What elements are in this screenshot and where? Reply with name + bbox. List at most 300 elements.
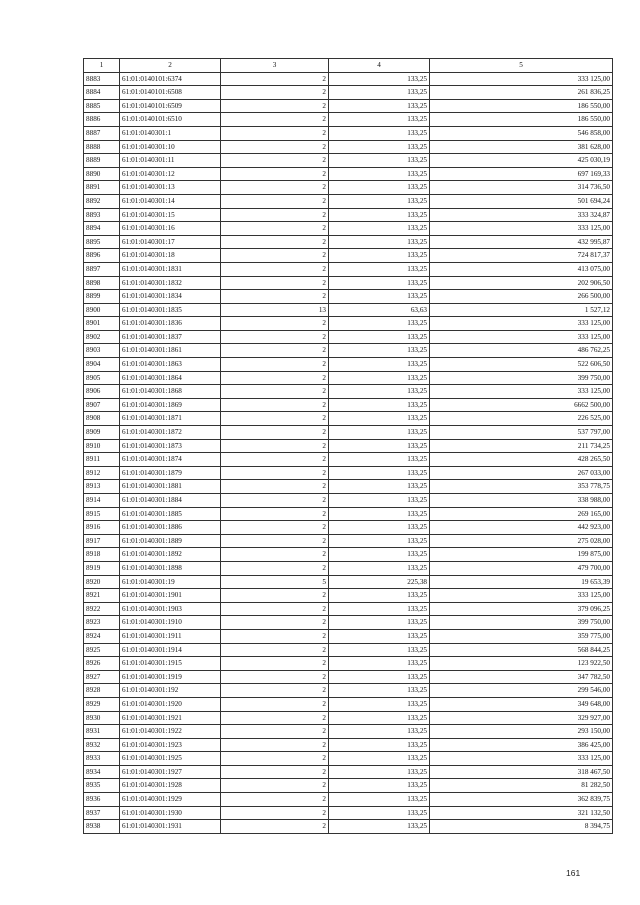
table-row <box>84 806 613 820</box>
table-cell: 133,25 <box>329 371 430 385</box>
table-row <box>84 629 613 643</box>
table-cell: 133,25 <box>329 657 430 671</box>
table-cell: 8891 <box>84 181 120 195</box>
table-cell: 61:01:0140301:1884 <box>120 494 221 508</box>
table-cell: 61:01:0140101:6509 <box>120 99 221 113</box>
table-cell: 8914 <box>84 494 120 508</box>
table-cell: 2 <box>221 317 329 331</box>
table-cell: 8924 <box>84 629 120 643</box>
table-cell: 186 550,00 <box>430 113 613 127</box>
column-header-2: 2 <box>120 59 221 73</box>
table-cell: 2 <box>221 697 329 711</box>
table-cell: 61:01:0140301:19 <box>120 575 221 589</box>
table-cell: 2 <box>221 616 329 630</box>
table-cell: 61:01:0140301:1881 <box>120 480 221 494</box>
table-row <box>84 480 613 494</box>
table-row <box>84 344 613 358</box>
table-cell: 8919 <box>84 561 120 575</box>
table-cell: 61:01:0140301:1898 <box>120 561 221 575</box>
table-cell: 546 858,00 <box>430 126 613 140</box>
table-cell: 8897 <box>84 262 120 276</box>
table-cell: 61:01:0140301:1869 <box>120 398 221 412</box>
table-cell: 61:01:0140301:17 <box>120 235 221 249</box>
table-row <box>84 507 613 521</box>
table-cell: 133,25 <box>329 262 430 276</box>
table-cell: 133,25 <box>329 344 430 358</box>
table-cell: 133,25 <box>329 453 430 467</box>
table-cell: 133,25 <box>329 290 430 304</box>
table-row <box>84 534 613 548</box>
table-cell: 2 <box>221 398 329 412</box>
table-cell: 299 546,00 <box>430 684 613 698</box>
table-cell: 362 839,75 <box>430 793 613 807</box>
table-row <box>84 602 613 616</box>
table-cell: 8883 <box>84 72 120 86</box>
table-cell: 8937 <box>84 806 120 820</box>
table-cell: 133,25 <box>329 793 430 807</box>
table-cell: 61:01:0140301:10 <box>120 140 221 154</box>
table-cell: 133,25 <box>329 385 430 399</box>
table-cell: 61:01:0140301:1 <box>120 126 221 140</box>
table-cell: 61:01:0140301:1835 <box>120 303 221 317</box>
table-cell: 8922 <box>84 602 120 616</box>
table-cell: 8893 <box>84 208 120 222</box>
table-cell: 225,38 <box>329 575 430 589</box>
table-cell: 61:01:0140101:6508 <box>120 86 221 100</box>
table-cell: 133,25 <box>329 222 430 236</box>
table-row <box>84 371 613 385</box>
table-cell: 133,25 <box>329 494 430 508</box>
table-cell: 133,25 <box>329 126 430 140</box>
table-cell: 133,25 <box>329 629 430 643</box>
table-row <box>84 670 613 684</box>
table-row <box>84 249 613 263</box>
table-cell: 133,25 <box>329 548 430 562</box>
table-cell: 61:01:0140301:1931 <box>120 820 221 834</box>
table-cell: 61:01:0140301:192 <box>120 684 221 698</box>
table-cell: 61:01:0140301:1914 <box>120 643 221 657</box>
table-cell: 333 125,00 <box>430 317 613 331</box>
table-cell: 133,25 <box>329 589 430 603</box>
table-cell: 2 <box>221 453 329 467</box>
table-cell: 133,25 <box>329 426 430 440</box>
table-cell: 8938 <box>84 820 120 834</box>
table-cell: 501 694,24 <box>430 194 613 208</box>
table-cell: 359 775,00 <box>430 629 613 643</box>
table-cell: 8927 <box>84 670 120 684</box>
table-cell: 8929 <box>84 697 120 711</box>
table-cell: 2 <box>221 507 329 521</box>
table-cell: 266 500,00 <box>430 290 613 304</box>
table-cell: 133,25 <box>329 466 430 480</box>
table-row <box>84 194 613 208</box>
table-cell: 133,25 <box>329 806 430 820</box>
table-cell: 8934 <box>84 765 120 779</box>
table-cell: 8885 <box>84 99 120 113</box>
table-row <box>84 752 613 766</box>
table-cell: 133,25 <box>329 697 430 711</box>
table-row <box>84 99 613 113</box>
table-cell: 61:01:0140301:1901 <box>120 589 221 603</box>
table-row <box>84 697 613 711</box>
table-cell: 133,25 <box>329 398 430 412</box>
table-cell: 133,25 <box>329 167 430 181</box>
table-cell: 133,25 <box>329 684 430 698</box>
table-row <box>84 412 613 426</box>
table-cell: 8920 <box>84 575 120 589</box>
table-cell: 5 <box>221 575 329 589</box>
table-cell: 63,63 <box>329 303 430 317</box>
table-cell: 2 <box>221 793 329 807</box>
table-cell: 338 988,00 <box>430 494 613 508</box>
table-cell: 61:01:0140301:13 <box>120 181 221 195</box>
table-cell: 333 125,00 <box>430 589 613 603</box>
column-header-5: 5 <box>430 59 613 73</box>
table-cell: 2 <box>221 684 329 698</box>
table-cell: 61:01:0140301:1832 <box>120 276 221 290</box>
table-cell: 133,25 <box>329 330 430 344</box>
table-row <box>84 453 613 467</box>
table-cell: 61:01:0140301:1920 <box>120 697 221 711</box>
table-cell: 2 <box>221 752 329 766</box>
table-cell: 8894 <box>84 222 120 236</box>
table-cell: 486 762,25 <box>430 344 613 358</box>
table-cell: 8925 <box>84 643 120 657</box>
table-cell: 199 875,00 <box>430 548 613 562</box>
table-cell: 61:01:0140301:1874 <box>120 453 221 467</box>
table-cell: 61:01:0140301:1903 <box>120 602 221 616</box>
table-cell: 61:01:0140301:1915 <box>120 657 221 671</box>
table-cell: 8884 <box>84 86 120 100</box>
table-cell: 61:01:0140301:1868 <box>120 385 221 399</box>
table-cell: 8898 <box>84 276 120 290</box>
table-cell: 61:01:0140301:1928 <box>120 779 221 793</box>
table-row <box>84 290 613 304</box>
table-cell: 2 <box>221 290 329 304</box>
table-cell: 61:01:0140301:1922 <box>120 725 221 739</box>
table-cell: 133,25 <box>329 358 430 372</box>
table-row <box>84 466 613 480</box>
table-cell: 329 927,00 <box>430 711 613 725</box>
table-cell: 133,25 <box>329 249 430 263</box>
table-cell: 211 734,25 <box>430 439 613 453</box>
table-cell: 261 836,25 <box>430 86 613 100</box>
table-cell: 318 467,50 <box>430 765 613 779</box>
table-cell: 61:01:0140301:1910 <box>120 616 221 630</box>
table-cell: 61:01:0140301:1834 <box>120 290 221 304</box>
table-cell: 2 <box>221 643 329 657</box>
table-row <box>84 181 613 195</box>
table-cell: 2 <box>221 806 329 820</box>
header-row <box>84 59 613 73</box>
table-row <box>84 820 613 834</box>
table-cell: 697 169,33 <box>430 167 613 181</box>
table-row <box>84 711 613 725</box>
table-cell: 8889 <box>84 154 120 168</box>
table-cell: 333 125,00 <box>430 222 613 236</box>
table-cell: 2 <box>221 167 329 181</box>
table-cell: 8 394,75 <box>430 820 613 834</box>
table-cell: 2 <box>221 99 329 113</box>
table-cell: 133,25 <box>329 208 430 222</box>
table-cell: 8918 <box>84 548 120 562</box>
table-row <box>84 521 613 535</box>
table-cell: 61:01:0140301:1889 <box>120 534 221 548</box>
table-cell: 2 <box>221 738 329 752</box>
table-cell: 269 165,00 <box>430 507 613 521</box>
table-cell: 61:01:0140301:11 <box>120 154 221 168</box>
table-cell: 61:01:0140301:1864 <box>120 371 221 385</box>
table-cell: 61:01:0140301:1861 <box>120 344 221 358</box>
table-cell: 2 <box>221 521 329 535</box>
table-row <box>84 113 613 127</box>
table-cell: 61:01:0140101:6374 <box>120 72 221 86</box>
table-cell: 2 <box>221 344 329 358</box>
table-row <box>84 208 613 222</box>
table-row <box>84 439 613 453</box>
table-cell: 2 <box>221 262 329 276</box>
table-cell: 2 <box>221 548 329 562</box>
table-cell: 8912 <box>84 466 120 480</box>
table-cell: 61:01:0140301:1921 <box>120 711 221 725</box>
table-row <box>84 793 613 807</box>
table-cell: 8900 <box>84 303 120 317</box>
table-cell: 81 282,50 <box>430 779 613 793</box>
table-row <box>84 494 613 508</box>
table-cell: 333 324,87 <box>430 208 613 222</box>
table-row <box>84 222 613 236</box>
table-cell: 2 <box>221 276 329 290</box>
table-row <box>84 262 613 276</box>
table-cell: 333 125,00 <box>430 72 613 86</box>
table-cell: 353 778,75 <box>430 480 613 494</box>
table-cell: 8936 <box>84 793 120 807</box>
table-cell: 2 <box>221 480 329 494</box>
table-cell: 61:01:0140301:1872 <box>120 426 221 440</box>
table-cell: 8915 <box>84 507 120 521</box>
table-cell: 2 <box>221 711 329 725</box>
table-cell: 8911 <box>84 453 120 467</box>
column-header-1: 1 <box>84 59 120 73</box>
table-row <box>84 575 613 589</box>
table-cell: 133,25 <box>329 725 430 739</box>
table-cell: 8916 <box>84 521 120 535</box>
table-row <box>84 589 613 603</box>
table-cell: 2 <box>221 725 329 739</box>
table-cell: 8906 <box>84 385 120 399</box>
table-row <box>84 235 613 249</box>
table-row <box>84 330 613 344</box>
table-cell: 133,25 <box>329 99 430 113</box>
table-cell: 399 750,00 <box>430 371 613 385</box>
table-cell: 8907 <box>84 398 120 412</box>
table-cell: 133,25 <box>329 521 430 535</box>
table-cell: 61:01:0140301:14 <box>120 194 221 208</box>
table-cell: 8905 <box>84 371 120 385</box>
table-cell: 202 906,50 <box>430 276 613 290</box>
table-cell: 2 <box>221 330 329 344</box>
table-row <box>84 303 613 317</box>
table-cell: 133,25 <box>329 779 430 793</box>
table-cell: 425 030,19 <box>430 154 613 168</box>
table-cell: 133,25 <box>329 643 430 657</box>
table-cell: 133,25 <box>329 561 430 575</box>
table-cell: 226 525,00 <box>430 412 613 426</box>
table-cell: 61:01:0140301:12 <box>120 167 221 181</box>
table-cell: 2 <box>221 208 329 222</box>
table-cell: 2 <box>221 534 329 548</box>
table-cell: 61:01:0140301:1871 <box>120 412 221 426</box>
table-row <box>84 167 613 181</box>
data-table <box>83 58 613 834</box>
table-cell: 123 922,50 <box>430 657 613 671</box>
table-cell: 61:01:0140301:1837 <box>120 330 221 344</box>
table-cell: 133,25 <box>329 820 430 834</box>
table-row <box>84 358 613 372</box>
table-cell: 61:01:0140301:1927 <box>120 765 221 779</box>
table-cell: 2 <box>221 670 329 684</box>
table-cell: 61:01:0140301:16 <box>120 222 221 236</box>
table-cell: 61:01:0140301:1831 <box>120 262 221 276</box>
table-cell: 349 648,00 <box>430 697 613 711</box>
table-cell: 2 <box>221 765 329 779</box>
column-header-3: 3 <box>221 59 329 73</box>
table-cell: 321 132,50 <box>430 806 613 820</box>
table-row <box>84 738 613 752</box>
table-cell: 61:01:0140301:1836 <box>120 317 221 331</box>
table-cell: 133,25 <box>329 72 430 86</box>
table-cell: 2 <box>221 249 329 263</box>
table-cell: 2 <box>221 589 329 603</box>
table-cell: 8910 <box>84 439 120 453</box>
table-cell: 133,25 <box>329 113 430 127</box>
table-cell: 8892 <box>84 194 120 208</box>
table-cell: 8932 <box>84 738 120 752</box>
table-cell: 2 <box>221 181 329 195</box>
table-cell: 133,25 <box>329 738 430 752</box>
table-row <box>84 398 613 412</box>
table-cell: 61:01:0140301:1911 <box>120 629 221 643</box>
table-cell: 6662 500,00 <box>430 398 613 412</box>
table-cell: 2 <box>221 371 329 385</box>
table-cell: 2 <box>221 140 329 154</box>
table-cell: 8904 <box>84 358 120 372</box>
table-cell: 61:01:0140301:1886 <box>120 521 221 535</box>
table-cell: 568 844,25 <box>430 643 613 657</box>
table-cell: 61:01:0140301:1879 <box>120 466 221 480</box>
table-cell: 8903 <box>84 344 120 358</box>
table-cell: 2 <box>221 358 329 372</box>
table-row <box>84 643 613 657</box>
table-cell: 2 <box>221 86 329 100</box>
table-row <box>84 616 613 630</box>
table-cell: 8887 <box>84 126 120 140</box>
table-cell: 2 <box>221 113 329 127</box>
table-cell: 61:01:0140301:1885 <box>120 507 221 521</box>
table-cell: 379 096,25 <box>430 602 613 616</box>
table-cell: 8926 <box>84 657 120 671</box>
table-cell: 8931 <box>84 725 120 739</box>
table-cell: 133,25 <box>329 181 430 195</box>
table-cell: 2 <box>221 779 329 793</box>
table-cell: 61:01:0140301:1930 <box>120 806 221 820</box>
table-cell: 2 <box>221 154 329 168</box>
table-cell: 293 150,00 <box>430 725 613 739</box>
table-cell: 186 550,00 <box>430 99 613 113</box>
table-cell: 133,25 <box>329 507 430 521</box>
table-cell: 8888 <box>84 140 120 154</box>
table-row <box>84 72 613 86</box>
table-cell: 19 653,39 <box>430 575 613 589</box>
table-cell: 2 <box>221 561 329 575</box>
table-cell: 275 028,00 <box>430 534 613 548</box>
table-cell: 399 750,00 <box>430 616 613 630</box>
table-cell: 61:01:0140301:15 <box>120 208 221 222</box>
table-cell: 8933 <box>84 752 120 766</box>
table-cell: 381 628,00 <box>430 140 613 154</box>
table-cell: 2 <box>221 194 329 208</box>
table-cell: 2 <box>221 72 329 86</box>
table-cell: 133,25 <box>329 602 430 616</box>
table-cell: 133,25 <box>329 711 430 725</box>
table-cell: 2 <box>221 412 329 426</box>
table-cell: 2 <box>221 602 329 616</box>
table-row <box>84 126 613 140</box>
table-cell: 8917 <box>84 534 120 548</box>
table-cell: 2 <box>221 494 329 508</box>
page-number: 161 <box>566 868 581 878</box>
table-cell: 522 606,50 <box>430 358 613 372</box>
table-cell: 314 736,50 <box>430 181 613 195</box>
table-cell: 8908 <box>84 412 120 426</box>
table-cell: 133,25 <box>329 140 430 154</box>
table-cell: 61:01:0140301:18 <box>120 249 221 263</box>
table-cell: 61:01:0140301:1929 <box>120 793 221 807</box>
table-cell: 133,25 <box>329 534 430 548</box>
table-cell: 8895 <box>84 235 120 249</box>
table-cell: 386 425,00 <box>430 738 613 752</box>
table-row <box>84 684 613 698</box>
table-body <box>84 72 613 833</box>
table-cell: 2 <box>221 439 329 453</box>
table-cell: 8890 <box>84 167 120 181</box>
table-cell: 133,25 <box>329 412 430 426</box>
table-row <box>84 779 613 793</box>
table-cell: 61:01:0140301:1923 <box>120 738 221 752</box>
table-cell: 2 <box>221 126 329 140</box>
table-cell: 333 125,00 <box>430 752 613 766</box>
table-cell: 2 <box>221 222 329 236</box>
table-cell: 61:01:0140301:1863 <box>120 358 221 372</box>
table-cell: 133,25 <box>329 235 430 249</box>
table-cell: 8921 <box>84 589 120 603</box>
column-header-4: 4 <box>329 59 430 73</box>
table-cell: 133,25 <box>329 194 430 208</box>
table-cell: 133,25 <box>329 480 430 494</box>
table-cell: 8928 <box>84 684 120 698</box>
table-cell: 133,25 <box>329 765 430 779</box>
table-cell: 8935 <box>84 779 120 793</box>
table-cell: 2 <box>221 466 329 480</box>
table-row <box>84 140 613 154</box>
table-cell: 133,25 <box>329 317 430 331</box>
table-cell: 333 125,00 <box>430 330 613 344</box>
table-cell: 133,25 <box>329 616 430 630</box>
table-row <box>84 548 613 562</box>
table-cell: 2 <box>221 235 329 249</box>
table-cell: 61:01:0140301:1919 <box>120 670 221 684</box>
table-cell: 8886 <box>84 113 120 127</box>
